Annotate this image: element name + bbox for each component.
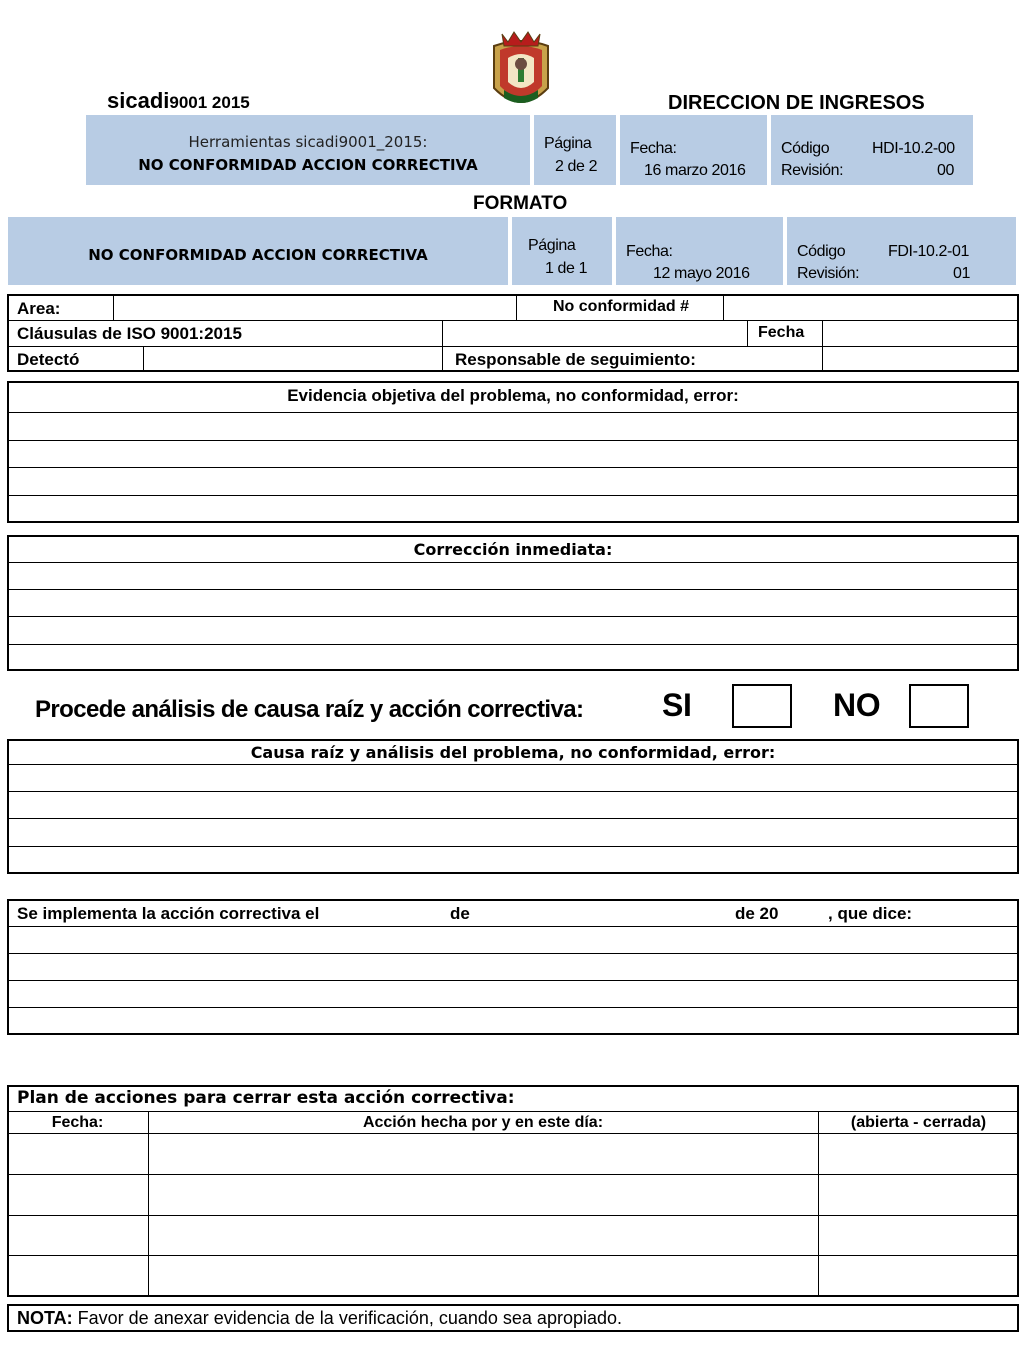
brand-title xyxy=(107,88,250,114)
correction-line[interactable] xyxy=(9,591,1017,615)
plan-col-date: Fecha: xyxy=(51,1114,104,1131)
note-text: Favor de anexar evidencia de la verificación, cuando sea apropiado. xyxy=(72,1308,622,1328)
implementation-line[interactable] xyxy=(9,928,1017,952)
impl-text-1: Se implementa la acción correctiva el xyxy=(17,904,320,923)
brand-version: 9001 2015 xyxy=(169,93,250,112)
code-label-2: Código xyxy=(797,243,846,260)
si-label: SI xyxy=(662,687,692,723)
fecha-label: Fecha xyxy=(758,324,805,341)
tool-line-2: NO CONFORMIDAD ACCION CORRECTIVA xyxy=(138,156,478,174)
date-label-2: Fecha: xyxy=(626,243,673,260)
area-field[interactable] xyxy=(115,296,514,318)
root-cause-line[interactable] xyxy=(9,766,1017,790)
impl-text-3: de 20 xyxy=(735,904,779,923)
clauses-field[interactable] xyxy=(444,322,746,344)
no-label: NO xyxy=(833,687,881,723)
code-label-1: Código xyxy=(781,140,830,157)
evidence-title: Evidencia objetiva del problema, no conformidad, error: xyxy=(287,386,739,405)
plan-title: Plan de acciones para cerrar esta acción correctiva: xyxy=(17,1088,515,1108)
implementation-line[interactable] xyxy=(9,955,1017,979)
implementation-line[interactable] xyxy=(9,1009,1017,1033)
correction-line[interactable] xyxy=(9,564,1017,588)
root-cause-line[interactable] xyxy=(9,820,1017,845)
rev-label-2: Revisión: xyxy=(797,265,860,282)
si-checkbox[interactable] xyxy=(732,684,792,728)
area-label: Area: xyxy=(17,299,61,318)
code-value-2: FDI-10.2-01 xyxy=(888,243,969,260)
date-label-1: Fecha: xyxy=(630,140,677,157)
clauses-label: Cláusulas de ISO 9001:2015 xyxy=(17,324,242,343)
evidence-line[interactable] xyxy=(9,469,1017,494)
evidence-line[interactable] xyxy=(9,442,1017,466)
plan-row[interactable] xyxy=(9,1257,1017,1295)
responsable-field[interactable] xyxy=(824,348,1017,370)
implementation-line[interactable] xyxy=(9,982,1017,1006)
nc-number-label: No conformidad # xyxy=(553,298,690,315)
coat-of-arms-logo xyxy=(488,28,554,114)
procede-question: Procede análisis de causa raíz y acción correctiva: xyxy=(35,696,584,723)
root-cause-line[interactable] xyxy=(9,848,1017,872)
correction-title: Corrección inmediata: xyxy=(413,540,613,559)
impl-text-4: , que dice: xyxy=(828,904,913,923)
format-title: FORMATO xyxy=(473,193,568,214)
tool-line-1: Herramientas sicadi9001_2015: xyxy=(188,133,428,151)
responsable-label: Responsable de seguimiento: xyxy=(455,350,696,369)
page-label-2: Página xyxy=(528,237,576,254)
plan-col-status: (abierta - cerrada) xyxy=(850,1114,987,1131)
evidence-line[interactable] xyxy=(9,414,1017,439)
correction-line[interactable] xyxy=(9,646,1017,669)
rev-label-1: Revisión: xyxy=(781,162,844,179)
department-title: DIRECCION DE INGRESOS xyxy=(668,92,925,114)
correction-line[interactable] xyxy=(9,618,1017,643)
fecha-field[interactable] xyxy=(824,322,1017,344)
root-cause-line[interactable] xyxy=(9,793,1017,817)
brand-name: sicadi xyxy=(107,88,170,113)
plan-row[interactable] xyxy=(9,1135,1017,1173)
plan-row[interactable] xyxy=(9,1176,1017,1214)
page-value-2: 1 de 1 xyxy=(545,260,588,277)
detecto-label: Detectó xyxy=(17,350,80,369)
no-checkbox[interactable] xyxy=(909,684,969,728)
code-value-1: HDI-10.2-00 xyxy=(872,140,955,157)
evidence-line[interactable] xyxy=(9,497,1017,521)
plan-col-action: Acción hecha por y en este día: xyxy=(362,1114,604,1131)
detecto-field[interactable] xyxy=(145,348,441,370)
note xyxy=(17,1308,622,1329)
plan-row[interactable] xyxy=(9,1217,1017,1254)
rev-value-2: 01 xyxy=(953,265,970,282)
date-value-2: 12 mayo 2016 xyxy=(653,265,750,282)
root-cause-title: Causa raíz y análisis del problema, no conformidad, error: xyxy=(250,743,776,762)
page-value-1: 2 de 2 xyxy=(555,158,598,175)
rev-value-1: 00 xyxy=(937,162,954,179)
impl-text-2: de xyxy=(450,904,470,923)
page-label-1: Página xyxy=(544,135,592,152)
date-value-1: 16 marzo 2016 xyxy=(644,162,746,179)
note-label: NOTA: xyxy=(17,1308,73,1328)
nc-number-field[interactable] xyxy=(725,296,1017,318)
format-name: NO CONFORMIDAD ACCION CORRECTIVA xyxy=(88,246,428,264)
